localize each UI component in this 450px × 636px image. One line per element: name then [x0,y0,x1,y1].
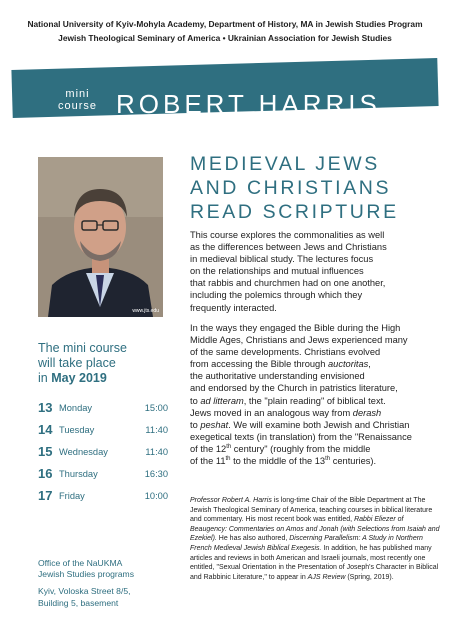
photo-credit: www.jts.edu [132,308,159,314]
schedule-row [38,444,168,466]
schedule-row [38,400,168,422]
course-description [190,229,430,314]
course-month: May 2019 [51,371,107,385]
schedule-day: 16 [38,466,53,481]
desc-line: that rabbis and churchmen had on one another, [190,278,386,289]
schedule-row [38,488,168,510]
announcement-line1: The mini course [38,341,127,355]
course-title-line2: AND CHRISTIANS [190,177,392,199]
office-address: Kyiv, Voloska Street 8/5, [38,586,131,597]
desc-line: including the polemics through which they [190,290,363,301]
journal-title: AJS Review [307,573,346,581]
details-line: and endorsed by the Church in patristics literature, [190,383,398,394]
schedule-weekday: Tuesday [59,425,95,435]
details-line: In the ways they engaged the Bible during the High [190,323,401,333]
details-line: the authoritative understanding envisioned [190,371,365,382]
schedule-time: 11:40 [145,425,168,435]
schedule-time: 11:40 [145,447,168,457]
header [0,17,450,45]
details-line: Jews moved in an analogous way from derash [190,407,382,418]
course-title-line1: MEDIEVAL JEWS [190,153,380,175]
schedule-row [38,422,168,444]
details-line: of the 12th century" (roughly from the middle [190,443,371,454]
desc-line: on the relationships and mutual influences [190,266,364,277]
speaker-photo [38,157,163,317]
office-address: Building 5, basement [38,597,119,608]
office-line: Jewish Studies programs [38,569,135,580]
desc-line: in medieval biblical study. The lectures focus [190,254,374,265]
book-title: Rabbi Eliezer of Beaugency: Commentaries on Amos and Jonah (with Selections from Isaiah and Ezekiel). [190,516,440,543]
announcement-line3: in May 2019 [38,371,107,385]
desc-line: This course explores the commonalities as well [190,230,385,240]
details-line: to peshat. We will examine both Jewish and Christian [190,419,410,430]
details-line: to ad litteram, the "plain reading" of biblical text. [190,395,386,406]
course-details [190,322,430,467]
speaker-name: ROBERT HARRIS [116,89,381,119]
schedule-day: 15 [38,444,53,459]
schedule-row [38,466,168,488]
mini-course-label [58,88,97,112]
details-line: Middle Ages, Christians and Jews experienced many [190,335,408,346]
schedule-day: 13 [38,400,53,415]
details-line: from accessing the Bible through auctoritas, [190,359,371,370]
header-line-2: Jewish Theological Seminary of America • Ukrainian Association for Jewish Studies [58,33,392,43]
schedule-time: 10:00 [144,491,168,501]
speaker-bio: Professor Robert A. Harris is long-time Chair of the Bible Department at The Jewish Theological Seminary of America, teaching courses in biblical literature and commentary. His most recent book was entitled, Rabbi Eliezer of Beaugency: Commentaries on Amos and Jonah (with Selections from Isaiah and Ezekiel). He has also authored, Discerning Parallelism: A Study in Northern French Medieval Jewish Biblical Exegesis. In addition, he has published many articles and reviews in both American and Israeli journals, most recently one entitled, "Sexual Orientation in the Presentation of Joseph's Character in Biblical and Rabbinic Literature," to appear in AJS Review (Spring, 2019). [190,497,440,581]
office-info [38,558,178,609]
mini-label-line2: course [58,100,98,112]
details-line: of the 11th to the middle of the 13th centuries). [190,455,377,467]
schedule-weekday: Wednesday [59,447,108,457]
desc-line: frequently interacted. [190,302,277,313]
schedule-weekday: Monday [59,403,93,413]
bio-name: Professor Robert A. Harris [190,497,272,504]
desc-line: as the differences between Jews and Christians [190,242,387,253]
book-title: Discerning Parallelism: A Study in Northern French Medieval Jewish Biblical Exegesis. [190,535,423,552]
schedule-list [38,400,168,510]
schedule-time: 16:30 [144,469,168,479]
schedule-day: 14 [38,422,53,437]
mini-label-line1: mini [65,88,90,100]
schedule-day: 17 [38,488,53,503]
course-title-line3: READ SCRIPTURE [190,201,399,223]
schedule-weekday: Thursday [59,469,98,479]
schedule-time: 15:00 [144,403,168,413]
details-line: exegetical texts (in translation) from the "Renaissance [190,431,412,442]
schedule-weekday: Friday [59,491,85,501]
header-line-1: National University of Kyiv-Mohyla Academy, Department of History, MA in Jewish Studies Program [27,19,423,29]
course-title [190,152,440,224]
announcement-line2: will take place [38,356,116,370]
announcement [38,341,127,386]
details-line: of the same developments. Christians evolved [190,347,381,358]
office-line: Office of the NaUKMA [38,558,123,568]
